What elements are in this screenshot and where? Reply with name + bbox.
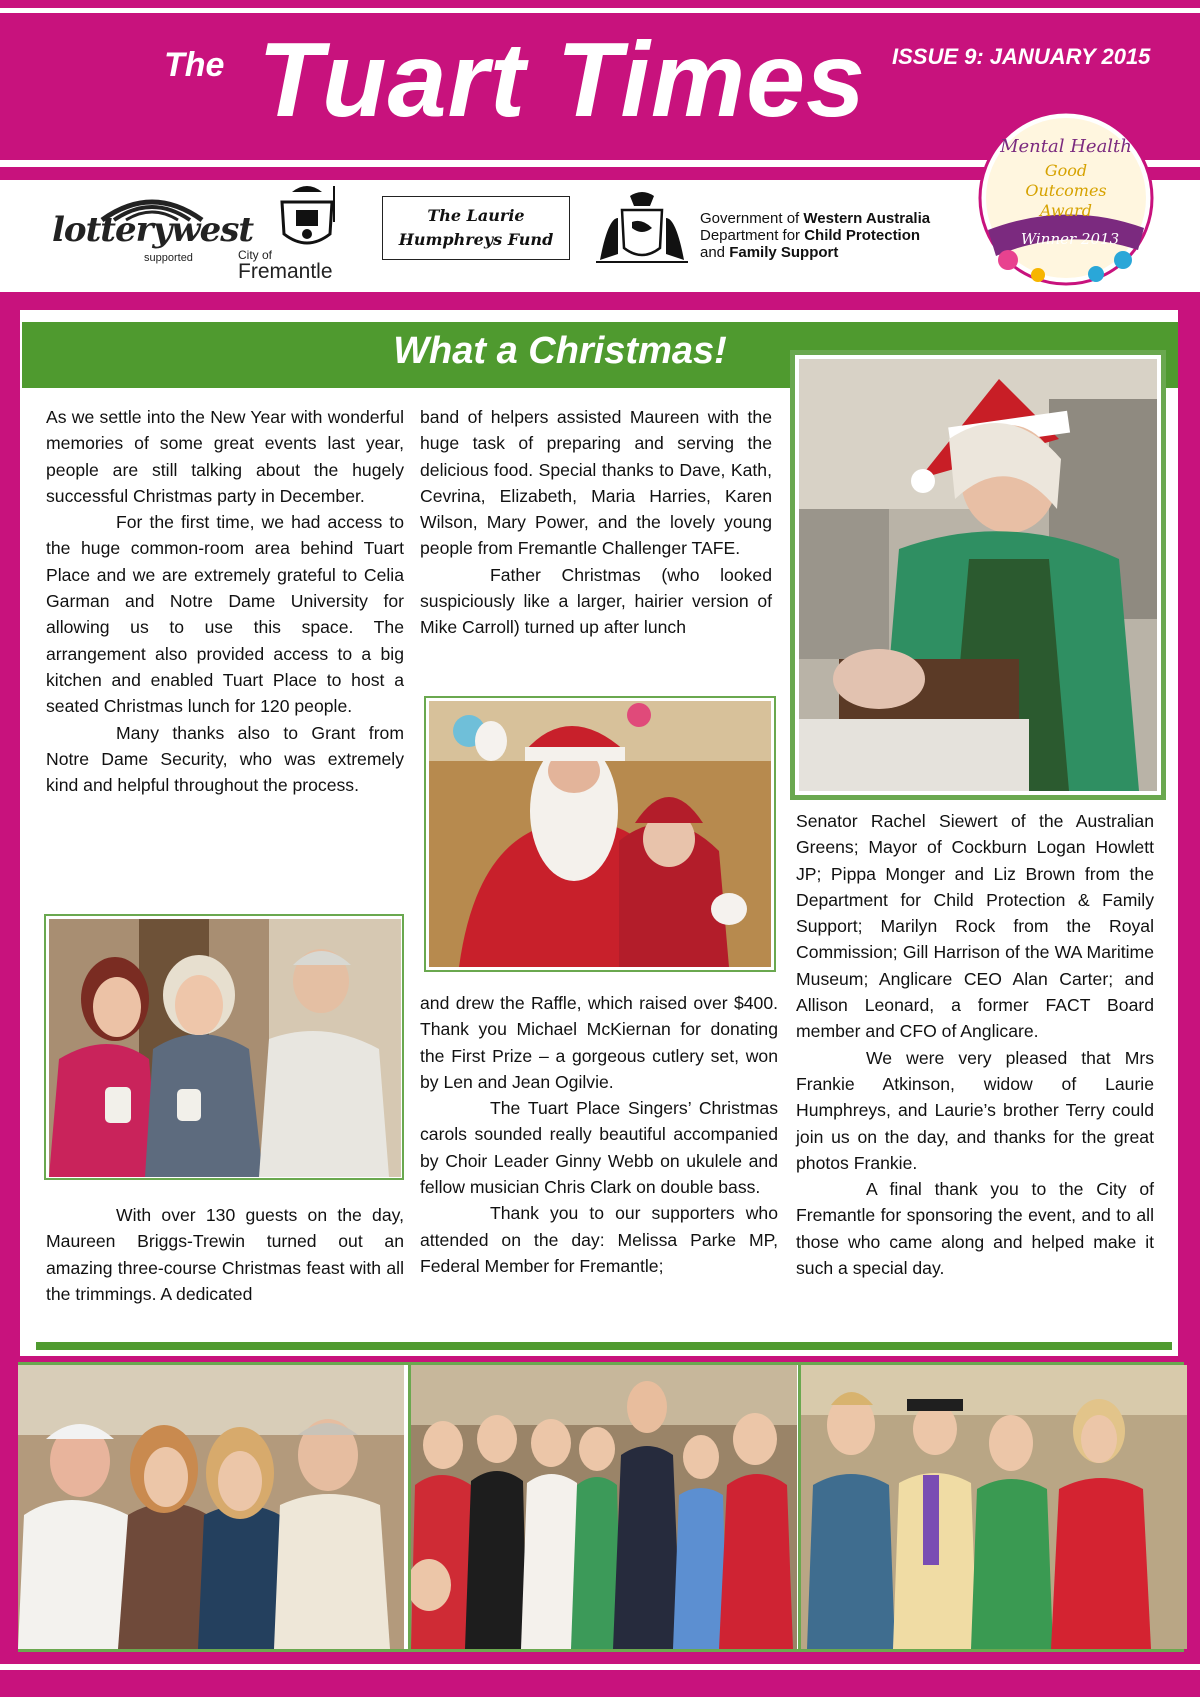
article-column-1-bottom (46, 1202, 404, 1307)
bottom-green-rule (36, 1342, 1172, 1350)
fremantle-city-label: City of (238, 248, 273, 262)
award-line-4: Award (1040, 201, 1092, 220)
lotterywest-wordmark: lotterywest (52, 210, 254, 250)
col1-paragraph-4: With over 130 guests on the day, Maureen Briggs-Trewin turned out an amazing three-course Christmas feast with all the trimmings. A dedicated (46, 1205, 404, 1304)
col2-paragraph-2: Father Christmas (who looked suspiciously like a larger, hairier version of Mike Carroll) turned up after lunch (420, 564, 772, 638)
mental-health-award-badge (978, 110, 1154, 286)
fremantle-crest-icon (272, 182, 342, 254)
col2-paragraph-3: and drew the Raffle, which raised over $400. Thank you Michael McKiernan for donating the First Prize – a gorgeous cutlery set, won by Len and Jean Ogilvie. (420, 993, 778, 1092)
col2-paragraph-5: Thank you to our supporters who attended on the day: Melissa Parke MP, Federal Member for Fremantle; (420, 1203, 778, 1276)
wa-line1-prefix: Government of (700, 210, 804, 227)
award-line-5: Winner 2013 (1020, 230, 1120, 248)
article-column-1-top (46, 404, 404, 798)
strip-photo-1 (18, 1365, 404, 1649)
article-column-2-bottom (420, 990, 778, 1279)
photo-father-christmas (424, 696, 776, 972)
masthead-top-rule (0, 8, 1200, 13)
col2-paragraph-1: band of helpers assisted Maureen with the huge task of preparing and serving the delicious food. Special thanks to Dave, Kath, Cevrina, Elizabeth, Maria Harries, Karen Wilson, Mary Power, and the lovely young people from Fremantle Challenger TAFE. (420, 407, 772, 559)
three-guests-photo-image (49, 919, 401, 1177)
strip-photo-3 (798, 1365, 1187, 1649)
wa-line1-bold: Western Australia (803, 210, 931, 227)
award-line-1: Mental Health (1000, 136, 1132, 157)
laurie-line-1: The Laurie (427, 206, 525, 225)
wa-government-text (700, 210, 930, 261)
article-column-3 (796, 808, 1154, 1281)
wa-government-logo (592, 188, 972, 278)
col3-paragraph-1: Senator Rachel Siewert of the Australian Greens; Mayor of Cockburn Logan Howlett JP; Pippa Monger and Liz Brown from the Department for Child Protection & Family Support; Marilyn Rock from the Royal Commission; Gill Harrison of the WA Maritime Museum; Anglicare CEO Alan Carter; and Allison Leonard, a former FACT Board member and CFO of Anglicare. (796, 811, 1154, 1042)
bottom-photo-strip (18, 1362, 1184, 1652)
strip-photo-3-image (801, 1365, 1187, 1649)
article-headline: What a Christmas! (393, 330, 727, 372)
santa-photo-image (429, 701, 771, 967)
col1-paragraph-1: As we settle into the New Year with wonderful memories of some great events last year, people are still talking about the hugely successful Christmas party in December. (46, 407, 404, 506)
masthead-the: The (164, 46, 225, 84)
wa-coat-of-arms-icon (592, 188, 692, 268)
laurie-line-2: Humphreys Fund (398, 230, 554, 249)
newsletter-title: Tuart Times (258, 21, 866, 139)
col2-paragraph-4: The Tuart Place Singers’ Christmas carols sounded really beautiful accompanied by Choir Leader Ginny Webb on ukulele and fellow musician Chris Clark on double bass. (420, 1098, 778, 1198)
wa-line2-prefix: Department for (700, 227, 805, 244)
award-line-2: Good (1044, 161, 1088, 180)
wa-line2-bold: Child Protection (804, 227, 921, 244)
photo-cook-in-santa-hat (790, 350, 1166, 800)
col3-paragraph-2: We were very pleased that Mrs Frankie Atkinson, widow of Laurie Humphreys, and Laurie’s brother Terry could join us on the day, and thanks for the great photos Frankie. (796, 1047, 1154, 1173)
cook-photo-image (799, 359, 1157, 791)
wa-line3-bold: Family Support (729, 244, 839, 261)
lotterywest-logo (52, 192, 254, 264)
fremantle-name-label: Fremantle (238, 260, 333, 283)
col3-paragraph-3: A final thank you to the City of Fremantle for sponsoring the event, and to all those who came along and helped make it such a special day. (796, 1179, 1154, 1279)
strip-photo-2-image (411, 1365, 797, 1649)
photo-three-guests (44, 914, 404, 1180)
city-of-fremantle-logo (236, 186, 346, 286)
strip-photo-2 (408, 1365, 797, 1649)
article-column-2-top (420, 404, 772, 641)
strip-photo-1-image (18, 1365, 404, 1649)
col1-paragraph-3: Many thanks also to Grant from Notre Dame Security, who was extremely kind and helpful throughout the process. (46, 722, 404, 796)
lotterywest-supported: supported (144, 252, 193, 264)
col1-paragraph-2: For the first time, we had access to the huge common-room area behind Tuart Place and we are extremely grateful to Celia Garman and Notre Dame University for allowing us to use this space. The arrangement also provided access to a big kitchen and enabled Tuart Place to host a seated Christmas lunch for 120 people. (46, 512, 404, 717)
issue-label: ISSUE 9: JANUARY 2015 (892, 44, 1151, 69)
wa-line3-prefix: and (700, 244, 730, 261)
award-line-3: Outcomes (1025, 181, 1107, 200)
footer-rule (0, 1664, 1200, 1670)
laurie-humphreys-fund-logo (382, 196, 570, 260)
